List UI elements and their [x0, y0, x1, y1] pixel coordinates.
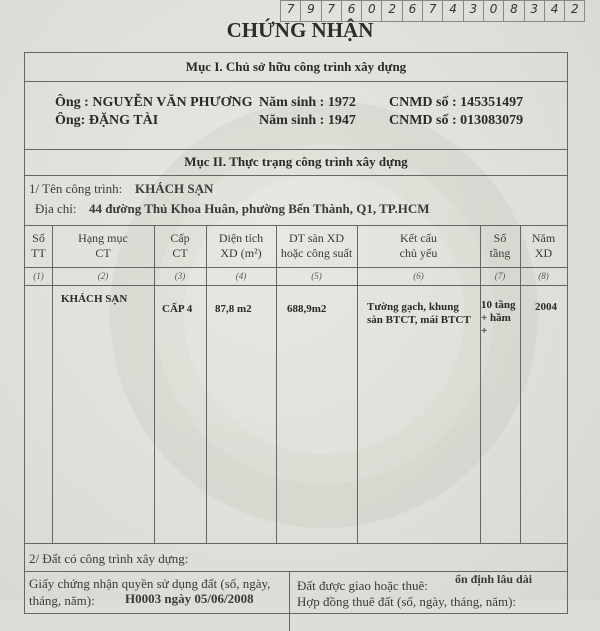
- divider: [25, 175, 567, 176]
- serial-digit: 7: [322, 0, 342, 22]
- certificate-frame: [24, 52, 568, 614]
- serial-digit: 6: [342, 0, 362, 22]
- owner2-name: Ông: ĐẶNG TÀI: [55, 113, 159, 128]
- serial-digit: 7: [423, 0, 443, 22]
- section2-heading: Mục II. Thực trạng công trình xây dựng: [184, 154, 408, 169]
- land-cert-label-cont: tháng, năm):: [29, 593, 95, 608]
- col-number: (7): [494, 271, 506, 281]
- owner1-id-number: CNMD số : 145351497: [389, 95, 524, 110]
- col-number: (1): [33, 271, 44, 281]
- col-number: (4): [235, 271, 247, 281]
- header-grade: Cấp CT: [170, 231, 190, 260]
- header-floors: Số tầng: [489, 231, 511, 260]
- serial-digit: 9: [301, 0, 321, 22]
- serial-digit: 0: [484, 0, 504, 22]
- serial-digit: 2: [565, 0, 585, 22]
- serial-digit: 4: [545, 0, 565, 22]
- row-floors: 10 tầng + hầm +: [481, 299, 516, 337]
- section1-heading: Mục I. Chủ sở hữu công trình xây dựng: [185, 59, 407, 74]
- table-bottom-border: [25, 543, 567, 544]
- serial-digit: 3: [525, 0, 545, 22]
- col-number: (6): [413, 271, 424, 281]
- owner2-id-number: CNMD số : 013083079: [389, 113, 524, 128]
- row-grade: CẤP 4: [162, 303, 193, 315]
- serial-digit: 0: [362, 0, 382, 22]
- row-area: 87,8 m2: [215, 303, 252, 315]
- row-structure: Tường gạch, khung sàn BTCT, mái BTCT: [367, 301, 471, 326]
- divider: [25, 149, 567, 150]
- col-number: (8): [538, 271, 549, 281]
- serial-digit: 4: [443, 0, 463, 22]
- land-label: 2/ Đất có công trình xây dựng:: [29, 551, 189, 566]
- land-use-label: Đất được giao hoặc thuê:: [297, 578, 428, 593]
- col-number: (3): [174, 271, 186, 281]
- serial-digit: 7: [280, 0, 301, 22]
- header-year: Năm XD: [531, 231, 556, 260]
- serial-digit: 3: [464, 0, 484, 22]
- table-top-border: [25, 225, 567, 226]
- header-floor-area: DT sàn XD hoặc công suất: [280, 231, 353, 260]
- row-item: KHÁCH SẠN: [61, 293, 128, 305]
- table-header-border: [25, 267, 567, 268]
- land-use-value: ổn định lâu dài: [455, 572, 533, 586]
- serial-digit: 6: [403, 0, 423, 22]
- serial-digit: 2: [382, 0, 402, 22]
- header-area: Diện tích XD (m²): [218, 231, 264, 260]
- land-contract-label: Hợp đồng thuê đất (số, ngày, tháng, năm):: [297, 594, 517, 609]
- divider: [25, 81, 567, 82]
- land-cert-value: H0003 ngày 05/06/2008: [125, 591, 254, 606]
- address-label: Địa chỉ:: [35, 201, 77, 216]
- serial-digit: 8: [504, 0, 524, 22]
- project-name-label: 1/ Tên công trình:: [29, 181, 123, 196]
- header-structure: Kết cấu chủ yếu: [399, 231, 438, 260]
- owner1-name: Ông : NGUYỄN VĂN PHƯƠNG: [55, 95, 253, 110]
- col-number: (2): [97, 271, 109, 281]
- owner1-birth-year: Năm sinh : 1972: [259, 95, 356, 110]
- header-stt: Số TT: [31, 231, 46, 260]
- row-floor-area: 688,9m2: [287, 303, 327, 315]
- row-year: 2004: [535, 301, 557, 313]
- col-number: (5): [311, 271, 322, 281]
- owner2-birth-year: Năm sinh : 1947: [259, 113, 356, 128]
- col-divider: [289, 571, 290, 631]
- project-name: KHÁCH SẠN: [135, 181, 214, 196]
- land-cert-label: Giấy chứng nhận quyền sử dụng đất (số, ngày,: [29, 576, 271, 591]
- header-item: Hạng mục CT: [78, 231, 128, 260]
- document-title: CHỨNG NHẬN: [226, 18, 374, 42]
- table-number-border: [25, 285, 567, 286]
- address: 44 đường Thủ Khoa Huân, phường Bến Thành, Q1, TP.HCM: [89, 201, 430, 216]
